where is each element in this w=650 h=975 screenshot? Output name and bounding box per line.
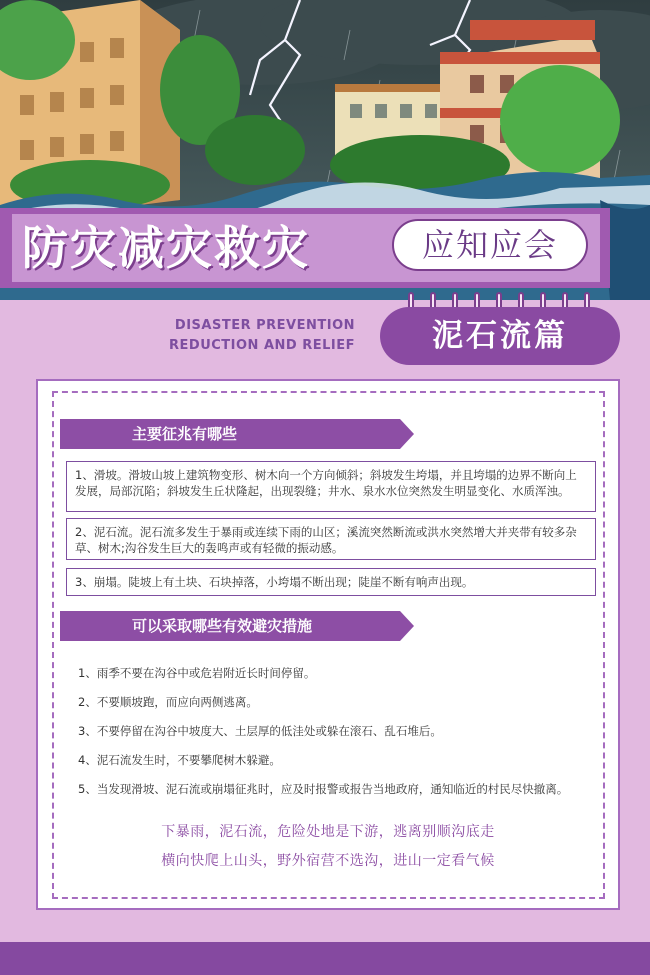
topic-ribbon: 泥石流篇 (380, 307, 620, 365)
slogan-line-1: 下暴雨，泥石流，危险处地是下游，逃离别顺沟底走 (161, 824, 495, 840)
slogan-line-2: 横向快爬上山头，野外宿营不选沟，进山一定看气候 (161, 853, 495, 869)
sign-item-1: 1、滑坡。滑坡山坡上建筑物变形、树木向一个方向倾斜；斜坡发生垮塌，并且垮塌的边界不断向上发展，局部沉陷；斜坡发生丘状隆起，出现裂缝；井水、泉水水位突然发生明显变化、水质浑浊。 (66, 461, 596, 512)
section-heading-signs: 主要征兆有哪些 (60, 419, 400, 449)
measure-item-4: 4、泥石流发生时，不要攀爬树木躲避。 (78, 753, 281, 767)
measure-item-5: 5、当发现滑坡、泥石流或崩塌征兆时，应及时报警或报告当地政府，通知临近的村民尽快撤离。 (78, 782, 569, 796)
english-subtitle-line-1: DISASTER PREVENTION (174, 318, 355, 333)
english-subtitle-line-2: REDUCTION AND RELIEF (169, 338, 355, 353)
sign-item-2: 2、泥石流。泥石流多发生于暴雨或连续下雨的山区；溪流突然断流或洪水突然增大并夹带有较多杂草、树木;沟谷发生巨大的轰鸣声或有轻微的振动感。 (66, 518, 596, 560)
section-heading-measures: 可以采取哪些有效避灾措施 (60, 611, 400, 641)
title-pill-badge: 应知应会 (392, 219, 588, 271)
measure-item-1: 1、雨季不要在沟谷中或危岩附近长时间停留。 (78, 666, 316, 680)
sign-item-3: 3、崩塌。陡坡上有土块、石块掉落，小垮塌不断出现；陡崖不断有响声出现。 (66, 568, 596, 596)
english-subtitle (105, 316, 355, 356)
page-title: 防灾减灾救灾 (22, 221, 310, 275)
measure-item-3: 3、不要停留在沟谷中坡度大、土层厚的低洼处或躲在滚石、乱石堆后。 (78, 724, 442, 738)
footer-bar (0, 942, 650, 975)
measure-item-2: 2、不要顺坡跑，而应向两侧逃离。 (78, 695, 258, 709)
